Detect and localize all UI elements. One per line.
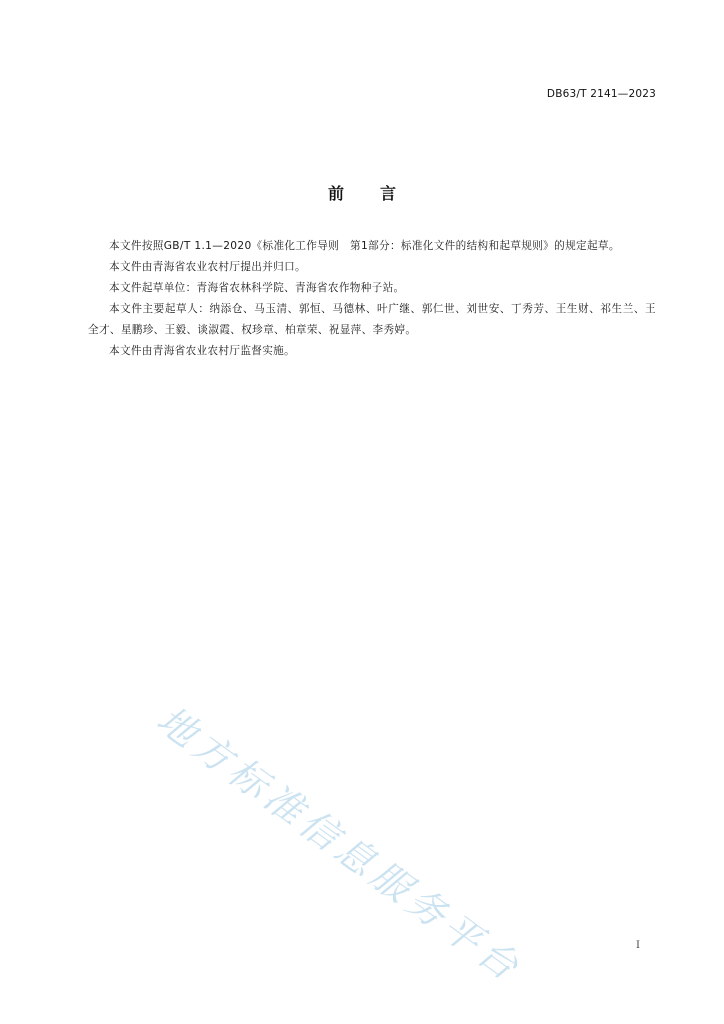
document-code: DB63/T 2141—2023 (546, 88, 656, 100)
watermark-text: 地方标准信息服务平台 (148, 697, 531, 992)
preface-body (88, 236, 656, 362)
paragraph-drafters: 本文件主要起草人：纳添仓、马玉清、郭恒、马德林、叶广继、郭仁世、刘世安、丁秀芳、王生财、祁生兰、王全才、星鹏珍、王毅、谈淑霞、权珍章、柏章荣、祝显萍、李秀婷。 (88, 303, 656, 336)
page-title (0, 181, 724, 204)
title-char-1: 前 (327, 184, 344, 203)
paragraph-supervision: 本文件由青海省农业农村厅监督实施。 (109, 345, 296, 357)
page-number: I (636, 940, 640, 951)
paragraph-drafting-units: 本文件起草单位：青海省农林科学院、青海省农作物种子站。 (109, 282, 405, 294)
title-char-2: 言 (380, 184, 397, 203)
paragraph-drafting-basis: 本文件按照GB/T 1.1—2020《标准化工作导则 第1部分：标准化文件的结构和起草规则》的规定起草。 (109, 240, 620, 252)
paragraph-proposer: 本文件由青海省农业农村厅提出并归口。 (109, 261, 306, 273)
